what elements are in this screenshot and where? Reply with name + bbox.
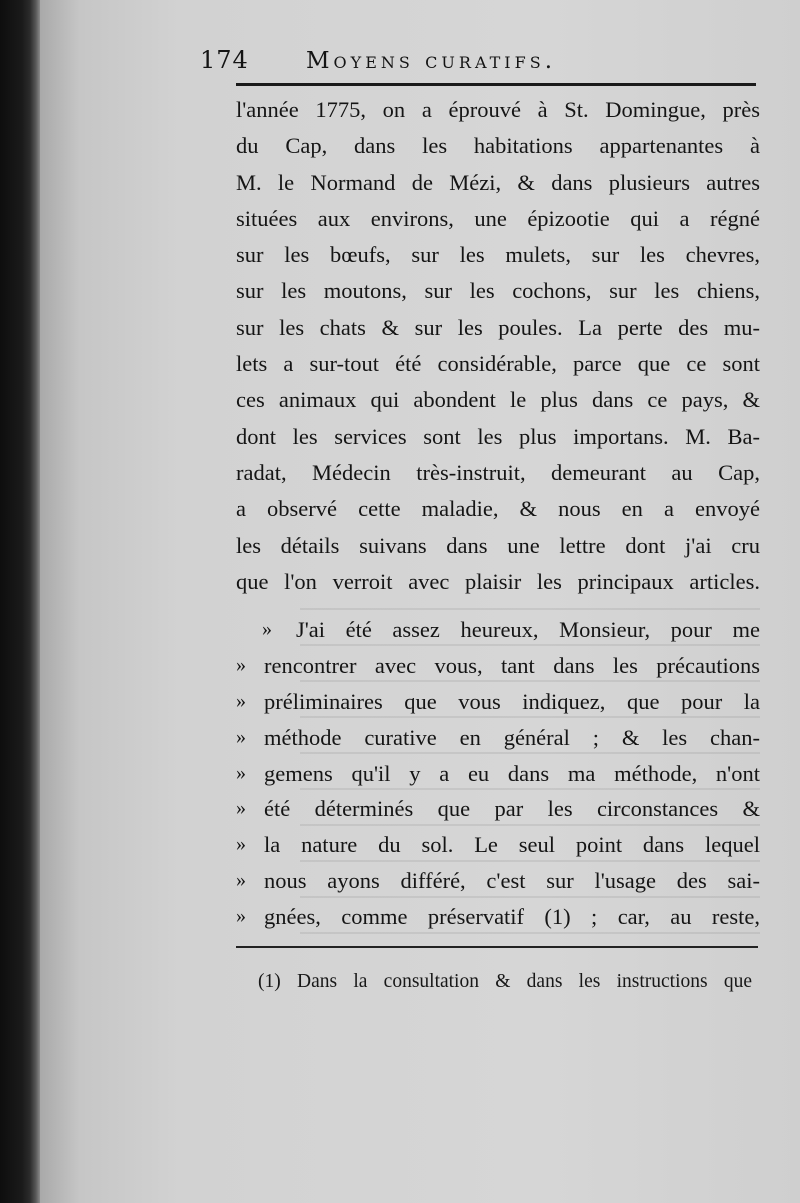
quote-line-text: rencontrer avec vous, tant dans les précautions xyxy=(264,652,760,678)
guillemet-mark: » xyxy=(236,761,246,784)
quote-line xyxy=(236,684,760,720)
guillemet-mark: » xyxy=(236,869,246,892)
guillemet-mark: » xyxy=(236,833,246,856)
footnote: (1) Dans la consultation & dans les instructions que xyxy=(258,971,752,992)
guillemet-mark: » xyxy=(236,905,246,928)
body-line: que l'on verroit avec plaisir les principaux articles. xyxy=(236,568,760,594)
page-header xyxy=(200,44,756,84)
guillemet-mark: » xyxy=(236,725,246,748)
body-line: a observé cette maladie, & nous en a envoyé xyxy=(236,496,760,522)
quote-line-text: J'ai été assez heureux, Monsieur, pour me xyxy=(296,617,760,642)
body-line: sur les moutons, sur les cochons, sur les chiens, xyxy=(236,278,760,304)
body-line: radat, Médecin très-instruit, demeurant au Cap, xyxy=(236,459,760,485)
body-line: M. le Normand de Mézi, & dans plusieurs autres xyxy=(236,169,760,195)
quote-line-text: préliminaires que vous indiquez, que pour la xyxy=(264,688,760,714)
guillemet-mark: » xyxy=(236,797,246,820)
quoted-letter xyxy=(236,612,760,935)
body-line: sur les bœufs, sur les mulets, sur les chevres, xyxy=(236,242,760,268)
body-line: situées aux environs, une épizootie qui a régné xyxy=(236,205,760,231)
guillemet-mark: » xyxy=(262,618,272,640)
quote-line-text: gnées, comme préservatif (1) ; car, au reste, xyxy=(264,904,760,930)
running-title: Moyens curatifs. xyxy=(306,48,557,74)
body-line: du Cap, dans les habitations appartenantes à xyxy=(236,133,760,159)
body-paragraph xyxy=(236,92,760,600)
quote-line xyxy=(236,791,760,827)
quote-line-text: méthode curative en général ; & les chan- xyxy=(264,724,760,750)
quote-line xyxy=(236,648,760,684)
guillemet-mark: » xyxy=(236,653,246,676)
quote-line xyxy=(236,899,760,935)
body-line: ces animaux qui abondent le plus dans ce pays, & xyxy=(236,387,760,413)
body-line: l'année 1775, on a éprouvé à St. Domingue, près xyxy=(236,97,760,122)
body-line: les détails suivans dans une lettre dont j'ai cru xyxy=(236,532,760,558)
footnote-rule xyxy=(236,946,758,948)
body-line: lets a sur-tout été considérable, parce que ce sont xyxy=(236,351,760,377)
quote-line xyxy=(236,756,760,792)
quote-line xyxy=(236,863,760,899)
quote-line xyxy=(236,827,760,863)
body-line: dont les services sont les plus importans. M. Ba- xyxy=(236,423,760,449)
header-rule xyxy=(236,83,756,86)
body-line: sur les chats & sur les poules. La perte des mu- xyxy=(236,314,760,340)
quote-line-text: nous ayons différé, c'est sur l'usage des sai- xyxy=(264,868,760,894)
quote-line-text: gemens qu'il y a eu dans ma méthode, n'ont xyxy=(264,760,760,786)
quote-line-text: la nature du sol. Le seul point dans lequel xyxy=(264,832,760,858)
quote-line-text: été déterminés que par les circonstances & xyxy=(264,796,760,822)
quote-line xyxy=(236,612,760,648)
quote-line xyxy=(236,720,760,756)
page-number: 174 xyxy=(200,46,249,74)
book-binding-edge xyxy=(0,0,40,1203)
guillemet-mark: » xyxy=(236,689,246,712)
